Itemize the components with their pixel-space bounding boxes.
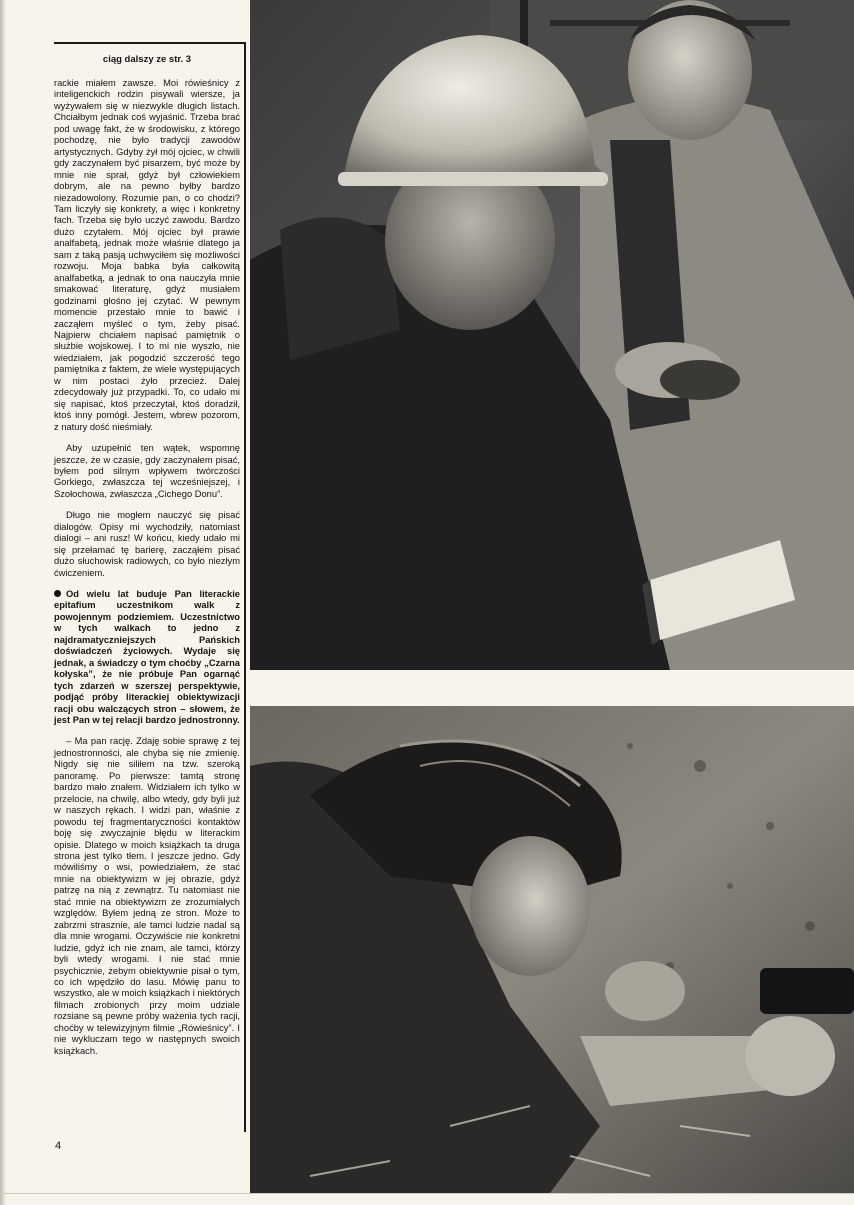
article-paragraph: Długo nie mogłem nauczyć się pisać dialogów. Opisy mi wychodziły, natomiast dialogi – ani rusz! W końcu, kiedy udało mi się przełamać tę barierę, zacząłem pisać dużo słuchowisk radiowych, co było niezłym ćwiczeniem. <box>54 510 240 578</box>
photo-miners-helmet <box>250 0 854 670</box>
page-bottom-line <box>0 1193 854 1194</box>
column-top-rule <box>54 42 246 44</box>
interview-answer: – Ma pan rację. Zdaję sobie sprawę z tej jednostronności, ale chyba się nie zmienię. Nigdy się nie siliłem na tzw. szeroką panoramę. Po pierwsze: tamtą stronę bardzo mało znałem. Widziałem ich tylko w przelocie, na chwilę, albo wtedy, gdy byli już w naszych rękach. I widzi pan, właśnie z powodu tej fragmentaryczności kontaktów boję się zwyczajnie błędu w literackim opisie. Dlatego w moich książkach ta druga strona jest tylko tłem. I jeszcze jedno. Gdy mówiliśmy o wsi, powiedziałem, że stać mnie na obiektywizm w jej obrazie, gdyż patrzę na nią z zewnątrz. Tu natomiast nie stać mnie na obiektywizm ze zrozumiałych względów. Byłem jedną ze stron. Może to zabrzmi strasznie, ale tamci ludzie nadal są dla mnie wrogami. Oczywiście nie konkretni ludzie, gdyż ich nie znam, ale tamci, którzy byli wtedy wrogami. I nie stać mnie psychicznie, żebym obiektywnie pisał o tym, co ich wpędziło do lasu. Mówię panu to wszystko, ale w moich książkach i niektórych filmach zrobionych przy moim udziale rozsiane są pewne próby ważenia tych racji, choćby w telewizyjnym filmie „Rówieśnicy”. I nie wykluczam tego w następnych swoich książkach. <box>54 736 240 1056</box>
article-body <box>54 78 240 1057</box>
column-right-rule <box>244 42 246 1132</box>
text-column <box>54 38 246 1178</box>
interview-question <box>54 589 240 726</box>
interview-question-text: Od wielu lat buduje Pan literackie epitafium uczestnikom walk z powojennym podziemiem. Uczestnictwo w tych walkach to jedno z najdramatyczniejszych Pańskich doświadczeń życiowych. Wydaje się jednak, a świadczy o tym choćby „Czarna kołyska”, że nie próbuje Pan ogarnąć tych zdarzeń w szerszej perspektywie, podjąć próby literackiej obiektywizacji racji obu walczących stron – słowem, że jest Pan w tej relacji bardzo jednostronny. <box>54 589 240 726</box>
photo-man-with-pistol <box>250 706 854 1193</box>
article-paragraph: rackie miałem zawsze. Moi rówieśnicy z inteligenckich rodzin pisywali wiersze, ja wyżywałem się w niezwykle długich listach. Chciałbym jednak coś wyjaśnić. Trzeba brać pod uwagę fakt, że w środowisku, z którego pochodzę, nie było tradycji zawodów artystycznych. Gdyby żył mój ojciec, w chwili gdy zaczynałem być pisarzem, być może by mnie nie sprał, gdyż był człowiekiem dobrym, ale na pewno byłby bardzo niezadowolony. Rozumie pan, o co chodzi? Tam liczyły się konkrety, a więc i konkretny fach. Trzeba się było uczyć zawodu. Bardzo dużo czytałem. Mój ojciec był prawie analfabetą, jednak może właśnie dlatego ja sam z taką pasją uchwyciłem się możliwości rozwoju. Moja babka była całkowitą analfabetką, a jednak to ona nauczyła mnie smakować literaturę, gdyż musiałem godzinami głośno jej czytać. W pewnym momencie przestało mnie to bawić i zacząłem myśleć o tym, żeby pisać. Najpierw chciałem napisać pamiętnik o służbie wojskowej. I to mi nie wyszło, nie wiedziałem, jak pogodzić szczerość tego pamiętnika z faktem, że wiele występujących w nim postaci żyło przecież. Dalej zdecydowały już przypadki. To, co udało mi się napisać, ktoś przeczytał, ktoś doradził, ktoś inny pomógł. Jestem, wbrew pozorom, z natury dość nieśmiały. <box>54 78 240 432</box>
page-edge <box>0 0 6 1205</box>
article-paragraph: Aby uzupełnić ten wątek, wspomnę jeszcze, że w czasie, gdy zaczynałem pisać, byłem pod silnym wpływem twórczości Gorkiego, zwłaszcza tej wcześniejszej, i Szołochowa, zwłaszcza „Cichego Donu”. <box>54 443 240 499</box>
continued-label: ciąg dalszy ze str. 3 <box>102 54 192 65</box>
page-number: 4 <box>55 1140 62 1152</box>
bullet-icon <box>54 590 61 597</box>
